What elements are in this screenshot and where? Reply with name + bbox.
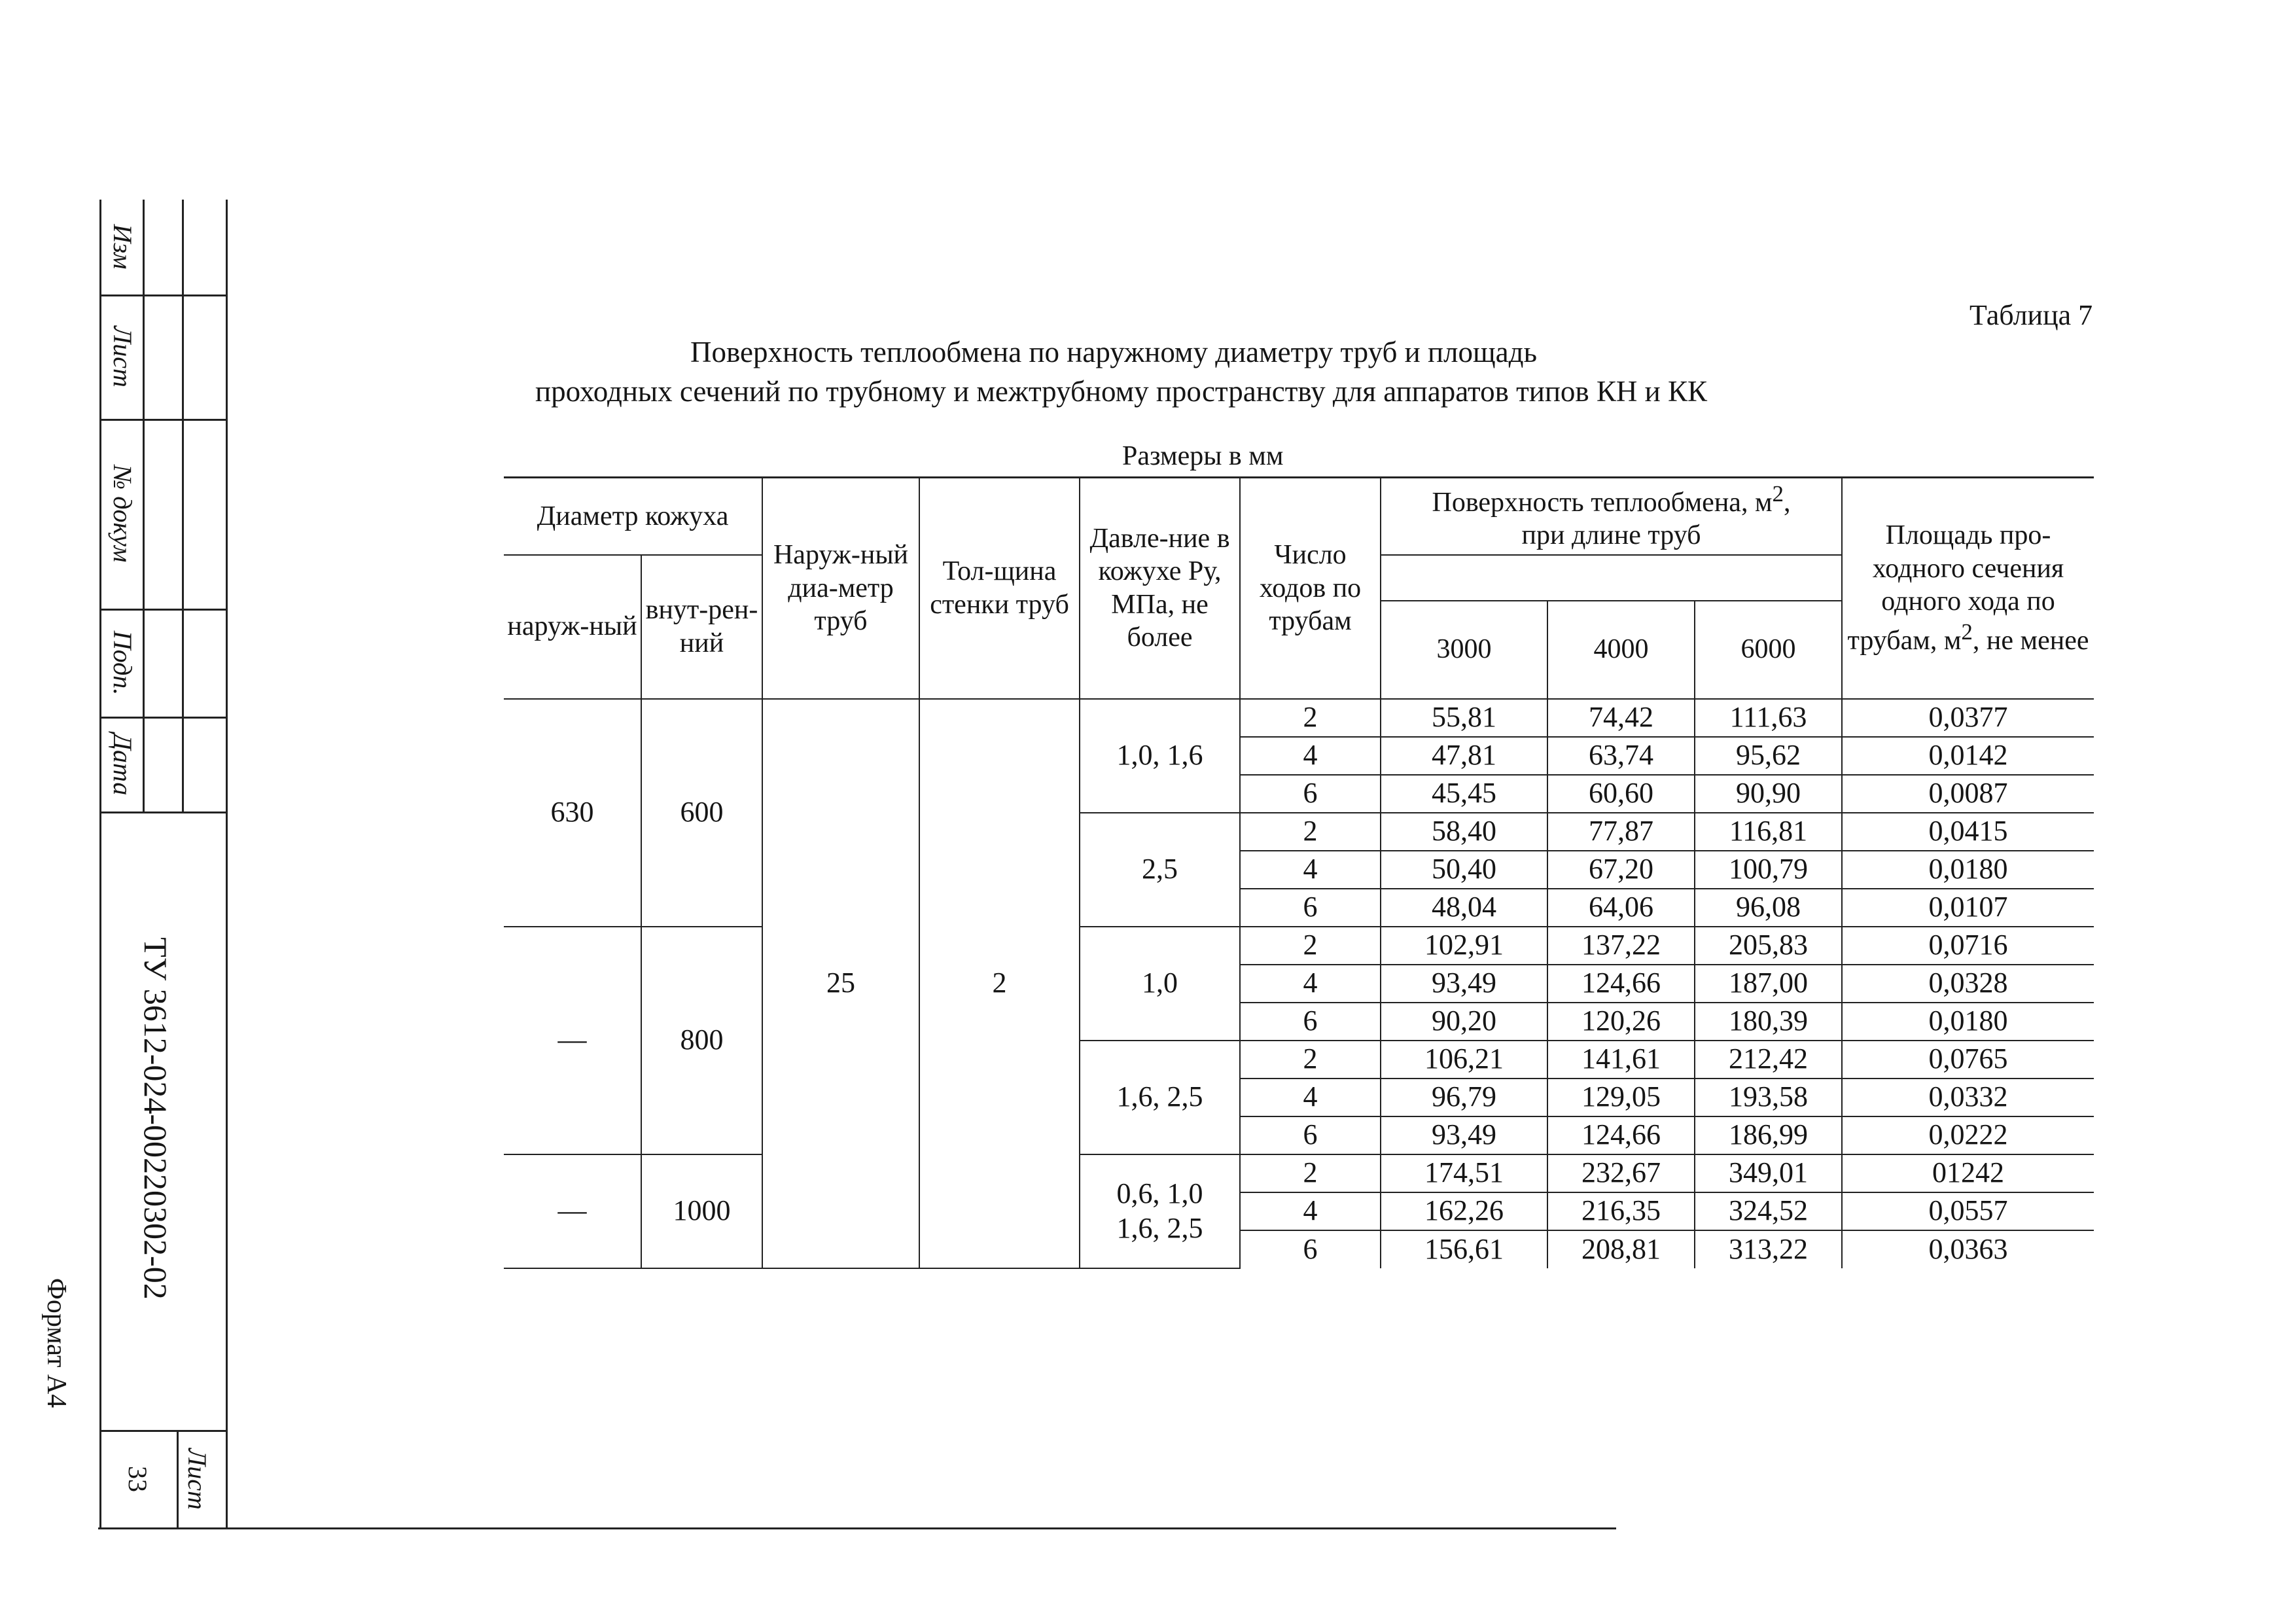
cell-surface-6000: 187,00: [1695, 965, 1842, 1003]
table-row: [504, 1154, 2094, 1192]
cell-surface-3000: 156,61: [1381, 1230, 1547, 1268]
header-surface-text: Поверхность теплообмена, м: [1432, 487, 1773, 518]
cell-inner-diameter: 1000: [641, 1154, 762, 1268]
header-flow-area: [1842, 478, 2094, 699]
stamp-line: [143, 200, 145, 812]
cell-surface-3000: 174,51: [1381, 1154, 1547, 1192]
cell-surface-6000: 313,22: [1695, 1230, 1842, 1268]
cell-flow-area: 0,0415: [1842, 813, 2094, 851]
cell-passes: 2: [1240, 1041, 1381, 1079]
cell-passes: 2: [1240, 813, 1381, 851]
cell-pressure: 1,6, 2,5: [1080, 1041, 1240, 1154]
cell-surface-4000: 74,42: [1547, 699, 1695, 737]
cell-surface-6000: 324,52: [1695, 1192, 1842, 1230]
table-number: Таблица 7: [1969, 299, 2093, 331]
cell-passes: 2: [1240, 1154, 1381, 1192]
bottom-rule: [98, 1527, 1616, 1529]
cell-flow-area: 0,0222: [1842, 1116, 2094, 1154]
header-area-text: Площадь про-ходного сечения одного хода по трубам, м: [1847, 520, 2064, 656]
cell-surface-3000: 162,26: [1381, 1192, 1547, 1230]
cell-flow-area: 0,0107: [1842, 889, 2094, 927]
header-passes: Число ходов по трубам: [1240, 478, 1381, 699]
cell-surface-6000: 111,63: [1695, 699, 1842, 737]
cell-flow-area: 0,0377: [1842, 699, 2094, 737]
cell-passes: 2: [1240, 699, 1381, 737]
cell-flow-area: 0,0765: [1842, 1041, 2094, 1079]
cell-surface-6000: 180,39: [1695, 1003, 1842, 1041]
stamp-label-date: Дата: [108, 733, 137, 796]
cell-surface-3000: 47,81: [1381, 737, 1547, 775]
cell-surface-3000: 106,21: [1381, 1041, 1547, 1079]
cell-surface-4000: 137,22: [1547, 927, 1695, 965]
table-row: [504, 927, 2094, 965]
cell-surface-3000: 50,40: [1381, 851, 1547, 889]
cell-surface-4000: 129,05: [1547, 1079, 1695, 1116]
stamp-line: [226, 200, 228, 1528]
header-inner: внут-рен-ний: [641, 555, 762, 699]
cell-surface-6000: 186,99: [1695, 1116, 1842, 1154]
header-surface-spacer: [1381, 555, 1842, 601]
sheet-number: 33: [123, 1466, 152, 1492]
cell-surface-3000: 58,40: [1381, 813, 1547, 851]
cell-flow-area: 0,0180: [1842, 1003, 2094, 1041]
cell-surface-6000: 212,42: [1695, 1041, 1842, 1079]
cell-surface-6000: 95,62: [1695, 737, 1842, 775]
header-tube-outer-diameter: Наруж-ный диа-метр труб: [762, 478, 919, 699]
cell-passes: 6: [1240, 1003, 1381, 1041]
cell-pressure: 2,5: [1080, 813, 1240, 927]
cell-surface-6000: 349,01: [1695, 1154, 1842, 1192]
table-body: [504, 699, 2094, 1268]
cell-passes: 2: [1240, 927, 1381, 965]
table-title-line-1: Поверхность теплообмена по наружному диаметру труб и площадь: [690, 336, 1538, 368]
cell-flow-area: 0,0363: [1842, 1230, 2094, 1268]
cell-passes: 6: [1240, 1230, 1381, 1268]
cell-flow-area: 0,0716: [1842, 927, 2094, 965]
cell-surface-4000: 67,20: [1547, 851, 1695, 889]
header-outer: наруж-ный: [504, 555, 641, 699]
cell-passes: 4: [1240, 965, 1381, 1003]
header-wall-thickness: Тол-щина стенки труб: [919, 478, 1080, 699]
cell-outer-diameter: 630: [504, 699, 641, 927]
cell-pressure: 0,6, 1,0 1,6, 2,5: [1080, 1154, 1240, 1268]
cell-surface-4000: 208,81: [1547, 1230, 1695, 1268]
cell-surface-3000: 55,81: [1381, 699, 1547, 737]
cell-surface-4000: 64,06: [1547, 889, 1695, 927]
cell-surface-4000: 141,61: [1547, 1041, 1695, 1079]
cell-surface-3000: 96,79: [1381, 1079, 1547, 1116]
cell-outer-diameter: —: [504, 1154, 641, 1268]
sheet-label: Лист: [183, 1448, 212, 1510]
cell-flow-area: 0,0180: [1842, 851, 2094, 889]
cell-tube-outer-diameter: 25: [762, 699, 919, 1268]
cell-surface-6000: 205,83: [1695, 927, 1842, 965]
header-length-4000: 4000: [1547, 601, 1695, 699]
table-title-line-2: проходных сечений по трубному и межтрубному пространству для аппаратов типов КН и КК: [535, 375, 1708, 408]
cell-passes: 4: [1240, 1192, 1381, 1230]
cell-surface-6000: 100,79: [1695, 851, 1842, 889]
cell-flow-area: 0,0332: [1842, 1079, 2094, 1116]
cell-passes: 4: [1240, 737, 1381, 775]
cell-passes: 6: [1240, 1116, 1381, 1154]
stamp-label-list: Лист: [108, 326, 137, 387]
cell-flow-area: 0,0087: [1842, 775, 2094, 813]
stamp-line: [177, 1430, 179, 1528]
cell-outer-diameter: —: [504, 927, 641, 1154]
cell-flow-area: 01242: [1842, 1154, 2094, 1192]
cell-flow-area: 0,0328: [1842, 965, 2094, 1003]
cell-surface-3000: 45,45: [1381, 775, 1547, 813]
header-surface-unit-power: 2: [1772, 480, 1784, 507]
cell-surface-4000: 232,67: [1547, 1154, 1695, 1192]
stamp-label-doc-number: № докум: [108, 465, 137, 563]
cell-surface-3000: 90,20: [1381, 1003, 1547, 1041]
cell-inner-diameter: 600: [641, 699, 762, 927]
cell-surface-3000: 93,49: [1381, 965, 1547, 1003]
cell-surface-4000: 120,26: [1547, 1003, 1695, 1041]
cell-surface-6000: 90,90: [1695, 775, 1842, 813]
cell-wall-thickness: 2: [919, 699, 1080, 1268]
cell-surface-4000: 216,35: [1547, 1192, 1695, 1230]
heat-transfer-table: [504, 476, 2094, 1269]
cell-passes: 4: [1240, 1079, 1381, 1116]
cell-surface-3000: 48,04: [1381, 889, 1547, 927]
format-label: Формат А4: [41, 1277, 71, 1408]
header-pressure: Давле-ние в кожухе Pу, МПа, не более: [1080, 478, 1240, 699]
stamp-label-signature: Подп.: [108, 630, 137, 696]
cell-passes: 4: [1240, 851, 1381, 889]
cell-surface-4000: 77,87: [1547, 813, 1695, 851]
cell-pressure: 1,0, 1,6: [1080, 699, 1240, 813]
cell-passes: 6: [1240, 889, 1381, 927]
cell-flow-area: 0,0557: [1842, 1192, 2094, 1230]
stamp-line: [99, 419, 226, 421]
cell-passes: 6: [1240, 775, 1381, 813]
header-length-3000: 3000: [1381, 601, 1547, 699]
cell-surface-3000: 93,49: [1381, 1116, 1547, 1154]
header-length-6000: 6000: [1695, 601, 1842, 699]
header-surface-comma: ,: [1784, 487, 1791, 518]
cell-surface-4000: 63,74: [1547, 737, 1695, 775]
header-surface: [1381, 478, 1842, 555]
cell-surface-6000: 193,58: [1695, 1079, 1842, 1116]
stamp-label-izm: Изм: [108, 224, 137, 270]
title-block: [0, 0, 236, 1623]
stamp-line: [99, 1430, 226, 1432]
header-area-unit-power: 2: [1961, 618, 1973, 645]
cell-pressure: 1,0: [1080, 927, 1240, 1041]
cell-surface-4000: 60,60: [1547, 775, 1695, 813]
cell-surface-6000: 116,81: [1695, 813, 1842, 851]
cell-flow-area: 0,0142: [1842, 737, 2094, 775]
stamp-line: [182, 200, 184, 812]
units-note: Размеры в мм: [1122, 441, 1284, 471]
cell-surface-4000: 124,66: [1547, 1116, 1695, 1154]
header-area-suffix: , не менее: [1972, 625, 2089, 656]
cell-surface-6000: 96,08: [1695, 889, 1842, 927]
cell-surface-3000: 102,91: [1381, 927, 1547, 965]
header-casing-diameter: Диаметр кожуха: [504, 478, 762, 555]
cell-surface-4000: 124,66: [1547, 965, 1695, 1003]
table-row: [504, 699, 2094, 737]
stamp-line: [99, 200, 101, 1528]
header-surface-line2: при длине труб: [1521, 520, 1701, 551]
cell-inner-diameter: 800: [641, 927, 762, 1154]
document-code: ТУ 3612-024-00220302-02: [137, 937, 174, 1300]
